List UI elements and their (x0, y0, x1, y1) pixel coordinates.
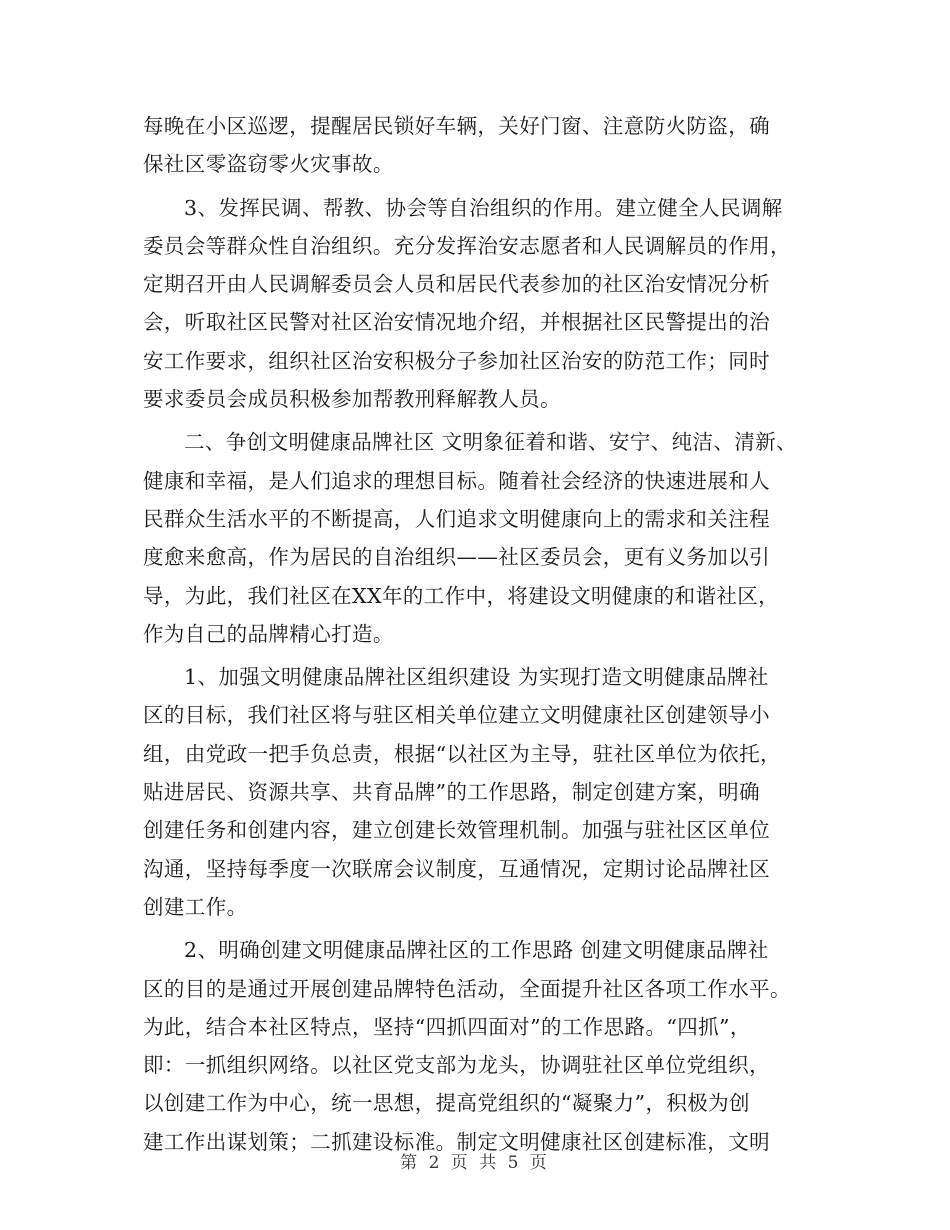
text-line: 保社区零盗窃零火灾事故。 (143, 152, 394, 177)
text-line: 导，为此，我们社区在XX年的工作中，将建设文明健康的和谐社区， (143, 583, 780, 608)
text-line: 创建工作。 (143, 894, 248, 919)
section-heading: 二、争创文明健康品牌社区 文明象征着和谐、安宁、纯洁、清新、 (184, 430, 798, 455)
text-line: 创建任务和创建内容，建立创建长效管理机制。加强与驻社区区单位 (143, 818, 770, 843)
text-line: 安工作要求，组织社区治安积极分子参加社区治安的防范工作；同时 (143, 348, 770, 373)
text-line: 贴进居民、资源共享、共育品牌”的工作思路，制定创建方案，明确 (143, 780, 760, 805)
text-line: 健康和幸福，是人们追求的理想目标。随着社会经济的快速进展和人 (143, 468, 770, 493)
body-text (143, 107, 833, 1161)
text-line: 为此，结合本社区特点，坚持“四抓四面对”的工作思路。“四抓”， (143, 1014, 751, 1039)
text-line: 以创建工作为中心，统一思想，提高党组织的“凝聚力”，积极为创 (143, 1091, 750, 1116)
paragraph-start: 3、发挥民调、帮教、协会等自治组织的作用。建立健全人民调解 (184, 195, 783, 220)
text-line: 作为自己的品牌精心打造。 (143, 621, 394, 646)
text-line: 建工作出谋划策；二抓建设标准。制定文明健康社区创建标准，文明 (143, 1129, 770, 1154)
text-line: 民群众生活水平的不断提高，人们追求文明健康向上的需求和关注程 (143, 506, 770, 531)
text-line: 沟通，坚持每季度一次联席会议制度，互通情况，定期讨论品牌社区 (143, 856, 770, 881)
text-line: 度愈来愈高，作为居民的自治组织——社区委员会，更有义务加以引 (143, 545, 770, 570)
text-line: 区的目标，我们社区将与驻区相关单位建立文明健康社区创建领导小 (143, 703, 770, 728)
text-line: 即：一抓组织网络。以社区党支部为龙头，协调驻社区单位党组织， (143, 1053, 770, 1078)
text-line: 区的目的是通过开展创建品牌特色活动，全面提升社区各项工作水平。 (143, 976, 791, 1001)
text-line: 要求委员会成员积极参加帮教刑释解教人员。 (143, 387, 561, 412)
page-footer: 第 2 页 共 5 页 (400, 1153, 550, 1173)
text-line: 定期召开由人民调解委员会人员和居民代表参加的社区治安情况分析 (143, 272, 770, 297)
paragraph-start: 2、明确创建文明健康品牌社区的工作思路 创建文明健康品牌社 (184, 938, 769, 963)
text-line: 会，听取社区民警对社区治安情况地介绍，并根据社区民警提出的治 (143, 310, 770, 335)
text-line: 组，由党政一把手负总责，根据“以社区为主导，驻社区单位为依托， (143, 741, 781, 766)
paragraph-start: 1、加强文明健康品牌社区组织建设 为实现打造文明健康品牌社 (184, 665, 769, 690)
text-line: 委员会等群众性自治组织。充分发挥治安志愿者和人民调解员的作用， (143, 233, 791, 258)
text-line: 每晚在小区巡逻，提醒居民锁好车辆，关好门窗、注意防火防盗，确 (143, 114, 770, 138)
